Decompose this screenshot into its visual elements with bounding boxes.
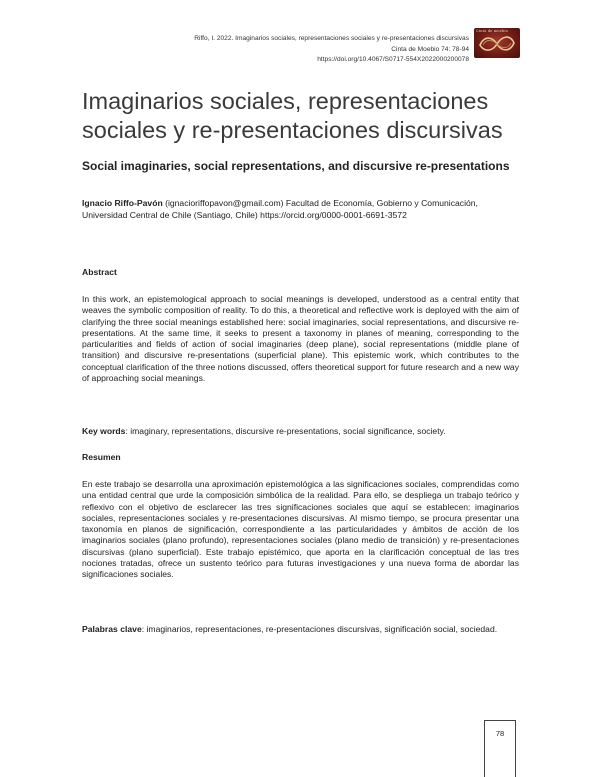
resumen-heading: Resumen (82, 452, 121, 462)
abstract-keywords (82, 426, 519, 437)
abstract-heading: Abstract (82, 267, 117, 277)
article-subtitle: Social imaginaries, social representations, and discursive re-presentations (82, 159, 510, 173)
journal-logo (474, 28, 520, 58)
running-header (149, 34, 469, 66)
page-number-box (484, 720, 516, 777)
resumen-keywords (82, 624, 519, 635)
journal-logo-text: Cinta de moebio (476, 29, 509, 33)
palabras-clave-list: : imaginarios, representaciones, re-presentaciones discursivas, significación social, sociedad. (141, 624, 498, 634)
keywords-label: Key words (82, 426, 126, 436)
author-block (82, 197, 522, 222)
keywords-list: : imaginary, representations, discursive re-presentations, social significance, society. (125, 426, 446, 436)
journal-logo-graphic (474, 28, 520, 58)
author-affiliation: (ignacioriffopavon@gmail.com) Facultad de Economía, Gobierno y Comunicación, Universidad Central de Chile (Santiago, Chile) https://orcid.org/0000-0001-6691-3572 (82, 198, 478, 221)
resumen-text: En este trabajo se desarrolla una aproximación epistemológica a las significaciones sociales, comprendidas como una entidad central que urde la composición simbólica de la realidad. Para ello, se despliega un trabajo teórico y reflexivo con el objetivo de esclarecer las tres significaciones sociales que aquí se establecen: imaginarios sociales, representaciones sociales y re-presentaciones discursivas. Al mismo tiempo, se procura presentar una taxonomía en planos de significación, correspondiente a las particularidades y ámbitos de acción de los imaginarios sociales (plano profundo), representaciones sociales (plano medio de transición) y re-presentaciones discursivas (plano superficial). Este trabajo epistémico, que aporta en la clarificación conceptual de las tres nociones tratadas, ofrece un sustento teórico para futuras investigaciones y una nueva forma de abordar las significaciones sociales. (82, 479, 519, 580)
header-citation: Riffo, I. 2022. Imaginarios sociales, representaciones sociales y re-presentaciones discursivas (194, 35, 469, 42)
abstract-text: In this work, an epistemological approach to social meanings is developed, understood as a central entity that weaves the symbolic composition of reality. To do this, a theoretical and reflective work is deployed with the aim of clarifying the three social meanings established here: social imaginaries, social representations, and discursive re-presentations. At the same time, it seeks to present a taxonomy in planes of meaning, corresponding to the particularities and fields of action of social imaginaries (deep plane), social representations (middle plane of transition) and discursive re-presentations (superficial plane). This epistemic work, which contributes to the conceptual clarification of the three notions discussed, offers theoretical support for future research and a new way of approaching social meanings. (82, 294, 519, 384)
article-title: Imaginarios sociales, representaciones sociales y re-presentaciones discursivas (82, 88, 503, 143)
page-number: 78 (495, 729, 505, 738)
header-doi[interactable]: https://doi.org/10.4067/S0717-554X2022000200078 (317, 56, 469, 63)
header-journal-issue: Cinta de Moebio 74: 78-94 (391, 45, 469, 53)
author-name: Ignacio Riffo-Pavón (82, 198, 163, 208)
palabras-clave-label: Palabras clave (82, 624, 142, 634)
